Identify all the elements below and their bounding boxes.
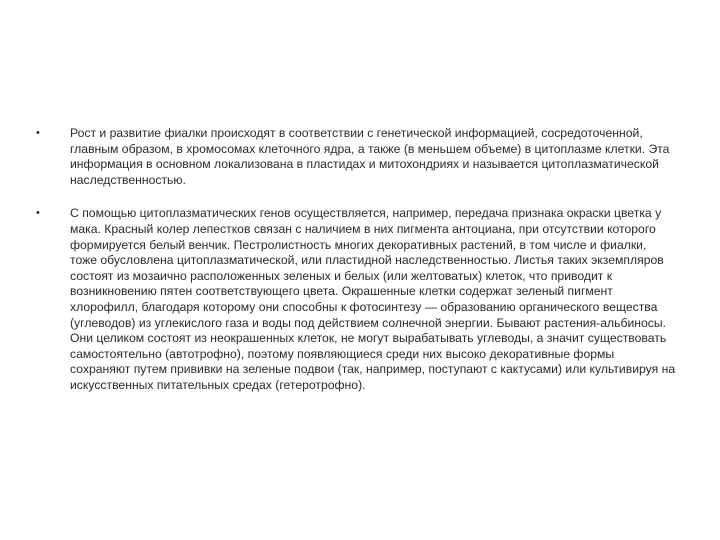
bullet-text: Рост и развитие фиалки происходят в соответствии с генетической информацией, сосредоточенной, главным образом, в хромосомах клеточного ядра, а также (в меньшем объеме) в цитоплазме клетки. Эта информация в основном локализована в пластидах и митохондриях и называется цитоплазматической наследственностью. xyxy=(70,126,670,187)
bullet-item-genetic-information xyxy=(36,126,676,188)
bullet-text: С помощью цитоплазматических генов осуществляется, например, передача признака окраски цветка у мака. Красный колер лепестков связан с наличием в них пигмента антоциана, при отсутствии которого формируется белый венчик. Пестролистность многих декоративных растений, в том числе и фиалки, тоже обусловлена цитоплазматической, или пластидной наследственностью. Листья таких экземпляров состоят из мозаично расположенных зеленых и белых (или желтоватых) клеток, что приводит к возникновению пятен соответствующего цвета. Окрашенные клетки содержат зеленый пигмент хлорофилл, благодаря которому они способны к фотосинтезу — образованию органического вещества (углеводов) из углекислого газа и воды под действием солнечной энергии. Бывают растения-альбиносы. Они целиком состоят из неокрашенных клеток, не могут вырабатывать углеводы, а значит существовать самостоятельно (автотрофно), поэтому появляющиеся среди них высоко декоративные формы сохраняют путем прививки на зеленые подвои (так, например, поступают с кактусами) или культивируя на искусственных питательных средах (гетеротрофно). xyxy=(70,206,676,392)
bullet-marker: • xyxy=(36,127,40,139)
bullet-list xyxy=(36,126,676,394)
bullet-marker: • xyxy=(36,207,40,220)
bullet-item-cytoplasmic-genes xyxy=(36,206,676,393)
